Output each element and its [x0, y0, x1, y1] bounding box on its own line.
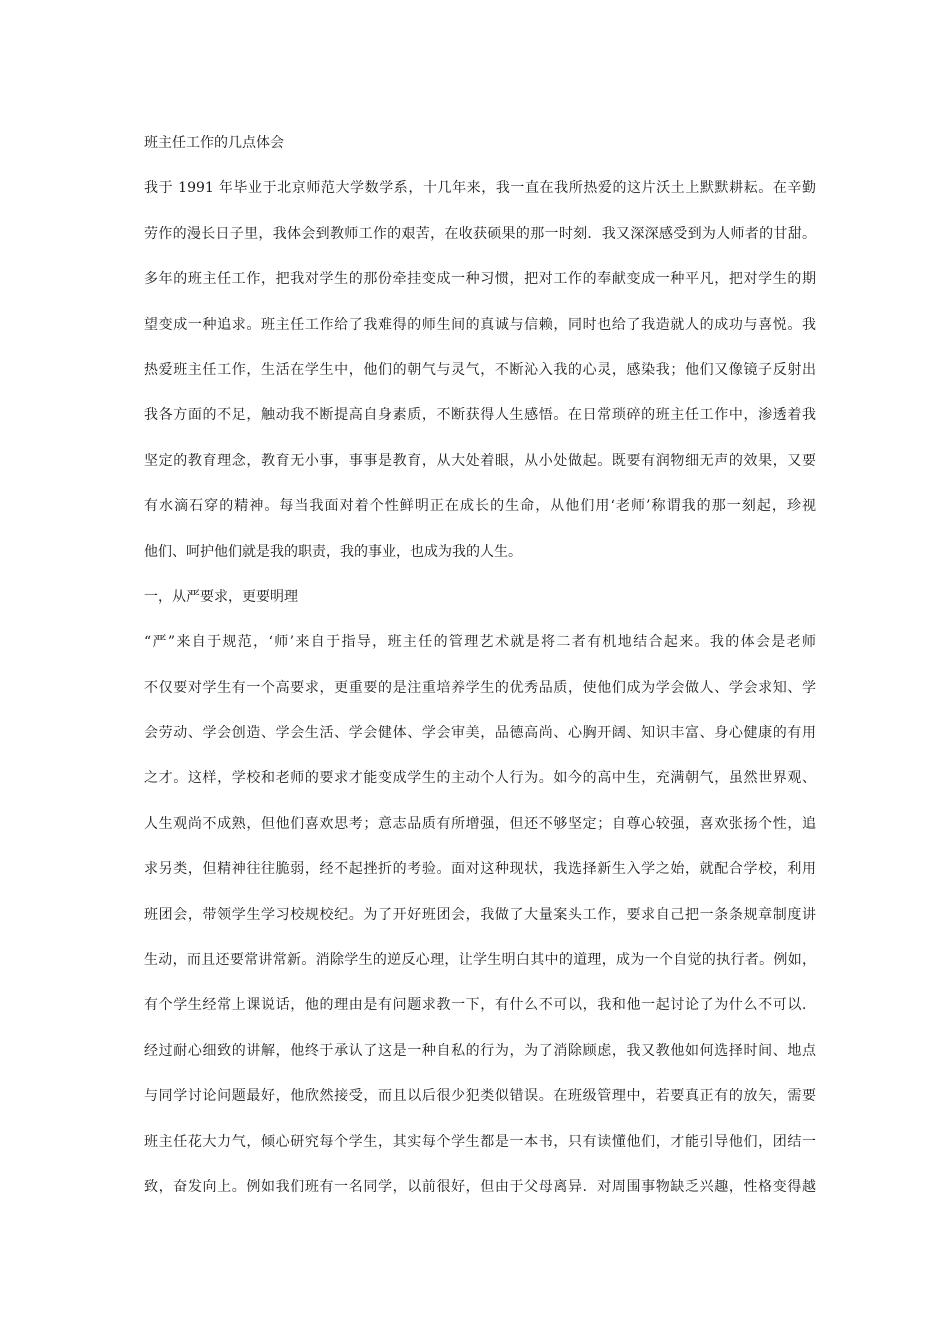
- paragraph-line: 班主任花大力气，倾心研究每个学生，其实每个学生都是一本书，只有读懂他们，才能引导他们，团结一: [144, 1133, 816, 1150]
- paragraph-line: 望变成一种追求。班主任工作给了我难得的师生间的真诚与信赖，同时也给了我造就人的成功与喜悦。我: [144, 316, 816, 333]
- paragraph-line: 热爱班主任工作，生活在学生中，他们的朝气与灵气，不断沁入我的心灵，感染我；他们又像镜子反射出: [144, 361, 816, 378]
- paragraph-line: 班团会，带领学生学习校规校纪。为了开好班团会，我做了大量案头工作，要求自己把一条条规章制度讲: [144, 906, 816, 923]
- paragraph-line: 会劳动、学会创造、学会生活、学会健体、学会审美，品德高尚、心胸开阔、知识丰富、身心健康的有用: [144, 725, 816, 742]
- paragraph-line: 与同学讨论问题最好，他欣然接受，而且以后很少犯类似错误。在班级管理中，若要真正有的放矢，需要: [144, 1088, 816, 1105]
- paragraph-line: 不仅要对学生有一个高要求，更重要的是注重培养学生的优秀品质，使他们成为学会做人、学会求知、学: [144, 679, 816, 696]
- paragraph-line: 我各方面的不足，触动我不断提高自身素质，不断获得人生感悟。在日常琐碎的班主任工作中，渗透着我: [144, 407, 816, 424]
- paragraph-line: 坚定的教育理念，教育无小事，事事是教育，从大处着眼，从小处做起。既要有润物细无声的效果，又要: [144, 452, 816, 469]
- paragraph-line: 有个学生经常上课说话，他的理由是有问题求教一下，有什么不可以，我和他一起讨论了为什么不可以．: [144, 997, 816, 1014]
- paragraph-line: 求另类，但精神往往脆弱，经不起挫折的考验。面对这种现状，我选择新生入学之始，就配合学校，利用: [144, 861, 816, 878]
- paragraph-line: 致，奋发向上。例如我们班有一名同学，以前很好，但由于父母离异．对周围事物缺乏兴趣，性格变得越: [144, 1178, 816, 1195]
- paragraph-line: 人生观尚不成熟，但他们喜欢思考；意志品质有所增强，但还不够坚定；自尊心较强，喜欢张扬个性，追: [144, 815, 816, 832]
- paragraph-line: 他们、呵护他们就是我的职责，我的事业，也成为我的人生。: [144, 543, 522, 560]
- document-title: 班主任工作的几点体会: [144, 135, 284, 151]
- paragraph-line: 经过耐心细致的讲解，他终于承认了这是一种自私的行为，为了消除顾虑，我又教他如何选择时间、地点: [144, 1042, 816, 1059]
- paragraph-line: 之才。这样，学校和老师的要求才能变成学生的主动个人行为。如今的高中生，充满朝气，虽然世界观、: [144, 770, 816, 787]
- paragraph-line: “严”来自于规范，‘师’来自于指导，班主任的管理艺术就是将二者有机地结合起来。我的体会是老师: [144, 634, 816, 651]
- paragraph-line: 生动，而且还要常讲常新。消除学生的逆反心理，让学生明白其中的道理，成为一个自觉的执行者。例如，: [144, 952, 816, 969]
- paragraph-line: 有水滴石穿的精神。每当我面对着个性鲜明正在成长的生命，从他们用‘老师’称谓我的那一刻起，珍视: [144, 498, 816, 515]
- section-heading: 一，从严要求，更要明理: [144, 588, 298, 605]
- paragraph-line: 我于 1991 年毕业于北京师范大学数学系，十几年来，我一直在我所热爱的这片沃土上默默耕耘。在辛勤: [144, 180, 816, 197]
- paragraph-line: 劳作的漫长日子里，我体会到教师工作的艰苦，在收获硕果的那一时刻．我又深深感受到为人师者的甘甜。: [144, 225, 816, 242]
- document-body: [144, 121, 816, 1210]
- paragraph-line: 多年的班主任工作，把我对学生的那份牵挂变成一种习惯，把对工作的奉献变成一种平凡，把对学生的期: [144, 271, 816, 288]
